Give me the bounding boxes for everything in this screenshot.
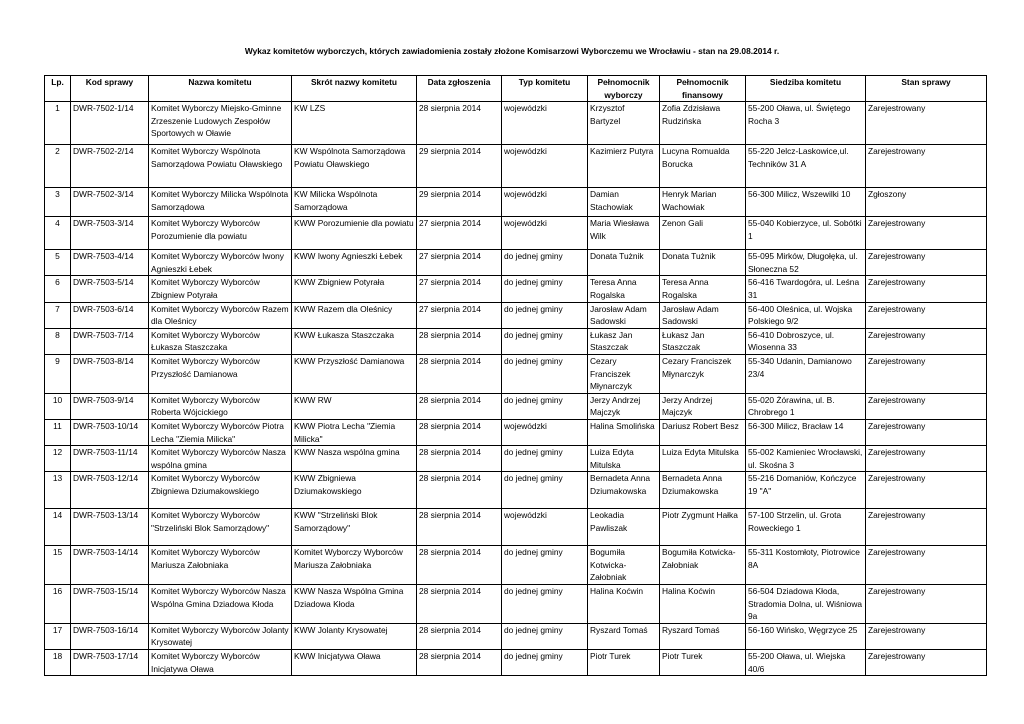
col-header-committee-type: Typ komitetu: [502, 76, 588, 102]
cell-financial-agent: Piotr Zygmunt Hałka: [660, 509, 746, 546]
cell-status: Zarejestrowany: [866, 102, 987, 145]
cell-election-agent: Damian Stachowiak: [588, 188, 660, 217]
cell-election-agent: Halina Koćwin: [588, 585, 660, 624]
cell-election-agent: Donata Tużnik: [588, 250, 660, 276]
cell-lp: 6: [45, 276, 71, 302]
cell-committee-type: do jednej gminy: [502, 354, 588, 393]
cell-seat: 55-216 Domaniów, Kończyce 19 "A": [746, 472, 866, 509]
cell-seat: 56-300 Milicz, Wszewilki 10: [746, 188, 866, 217]
cell-committee-type: do jednej gminy: [502, 585, 588, 624]
cell-committee-name: Komitet Wyborczy Wyborców Nasza Wspólna Gmina Dziadowa Kłoda: [149, 585, 292, 624]
cell-lp: 1: [45, 102, 71, 145]
cell-seat: 55-220 Jelcz-Laskowice,ul. Techników 31 A: [746, 145, 866, 188]
cell-financial-agent: Jerzy Andrzej Majczyk: [660, 393, 746, 419]
cell-case-code: DWR-7503-14/14: [71, 546, 149, 585]
cell-seat: 56-300 Milicz, Bracław 14: [746, 419, 866, 445]
cell-committee-name: Komitet Wyborczy Wyborców Jolanty Krysowatej: [149, 623, 292, 649]
cell-case-code: DWR-7503-7/14: [71, 328, 149, 354]
cell-seat: 55-200 Oława, ul. Świętego Rocha 3: [746, 102, 866, 145]
cell-seat: 55-002 Kamieniec Wrocławski, ul. Skośna 3: [746, 446, 866, 472]
cell-committee-type: do jednej gminy: [502, 650, 588, 676]
cell-committee-name: Komitet Wyborczy Wyborców Zbigniewa Dziumakowskiego: [149, 472, 292, 509]
cell-submission-date: 29 sierpnia 2014: [417, 145, 502, 188]
cell-committee-type: do jednej gminy: [502, 393, 588, 419]
cell-status: Zarejestrowany: [866, 623, 987, 649]
cell-committee-name: Komitet Wyborczy Miejsko-Gminne Zrzeszenie Ludowych Zespołów Sportowych w Oławie: [149, 102, 292, 145]
cell-financial-agent: Henryk Marian Wachowiak: [660, 188, 746, 217]
cell-election-agent: Jerzy Andrzej Majczyk: [588, 393, 660, 419]
cell-committee-name: Komitet Wyborczy Wyborców Łukasza Staszczaka: [149, 328, 292, 354]
table-row: [45, 302, 987, 328]
cell-case-code: DWR-7503-6/14: [71, 302, 149, 328]
cell-financial-agent: Piotr Turek: [660, 650, 746, 676]
cell-financial-agent: Bogumiła Kotwicka-Załobniak: [660, 546, 746, 585]
cell-case-code: DWR-7502-3/14: [71, 188, 149, 217]
header-row: [45, 76, 987, 102]
cell-committee-type: wojewódzki: [502, 145, 588, 188]
col-header-financial-agent: Pełnomocnik finansowy: [660, 76, 746, 102]
cell-submission-date: 27 sierpnia 2014: [417, 302, 502, 328]
cell-lp: 5: [45, 250, 71, 276]
cell-lp: 12: [45, 446, 71, 472]
cell-seat: 55-040 Kobierzyce, ul. Sobótki 1: [746, 217, 866, 250]
cell-lp: 4: [45, 217, 71, 250]
cell-seat: 55-340 Udanin, Damianowo 23/4: [746, 354, 866, 393]
cell-seat: 56-416 Twardogóra, ul. Leśna 31: [746, 276, 866, 302]
cell-election-agent: Luiza Edyta Mitulska: [588, 446, 660, 472]
cell-status: Zarejestrowany: [866, 145, 987, 188]
cell-submission-date: 28 sierpnia 2014: [417, 446, 502, 472]
cell-committee-type: do jednej gminy: [502, 302, 588, 328]
table-row: [45, 393, 987, 419]
cell-committee-name: Komitet Wyborczy Wspólnota Samorządowa Powiatu Oławskiego: [149, 145, 292, 188]
table-row: [45, 546, 987, 585]
cell-short-name: KW LZS: [292, 102, 417, 145]
cell-status: Zarejestrowany: [866, 419, 987, 445]
cell-lp: 17: [45, 623, 71, 649]
cell-committee-type: wojewódzki: [502, 217, 588, 250]
cell-lp: 14: [45, 509, 71, 546]
cell-financial-agent: Ryszard Tomaś: [660, 623, 746, 649]
cell-case-code: DWR-7503-11/14: [71, 446, 149, 472]
cell-election-agent: Piotr Turek: [588, 650, 660, 676]
cell-election-agent: Bogumiła Kotwicka-Załobniak: [588, 546, 660, 585]
cell-submission-date: 28 sierpnia 2014: [417, 585, 502, 624]
cell-seat: 55-200 Oława, ul. Wiejska 40/6: [746, 650, 866, 676]
cell-committee-type: wojewódzki: [502, 188, 588, 217]
cell-committee-name: Komitet Wyborczy Wyborców Roberta Wójcickiego: [149, 393, 292, 419]
cell-short-name: KWW Nasza Wspólna Gmina Dziadowa Kłoda: [292, 585, 417, 624]
cell-short-name: KW Wspólnota Samorządowa Powiatu Oławskiego: [292, 145, 417, 188]
cell-seat: 55-095 Mirków, Długołęka, ul. Słoneczna 52: [746, 250, 866, 276]
cell-short-name: KWW Inicjatywa Oława: [292, 650, 417, 676]
page-title: Wykaz komitetów wyborczych, których zawiadomienia zostały złożone Komisarzowi Wyborczemu we Wrocławiu - stan na 29.08.2014 r.: [244, 46, 780, 56]
table-row: [45, 102, 987, 145]
cell-financial-agent: Dariusz Robert Besz: [660, 419, 746, 445]
cell-status: Zgłoszony: [866, 188, 987, 217]
table-row: [45, 354, 987, 393]
cell-financial-agent: Cezary Franciszek Młynarczyk: [660, 354, 746, 393]
cell-lp: 7: [45, 302, 71, 328]
table-row: [45, 650, 987, 676]
table-row: [45, 250, 987, 276]
cell-seat: 56-504 Dziadowa Kłoda, Stradomia Dolna, ul. Wiśniowa 9a: [746, 585, 866, 624]
col-header-short-name: Skrót nazwy komitetu: [292, 76, 417, 102]
cell-election-agent: Cezary Franciszek Młynarczyk: [588, 354, 660, 393]
table-row: [45, 188, 987, 217]
cell-committee-name: Komitet Wyborczy Milicka Wspólnota Samorządowa: [149, 188, 292, 217]
cell-short-name: KWW Zbigniewa Dziumakowskiego: [292, 472, 417, 509]
cell-submission-date: 28 sierpnia 2014: [417, 419, 502, 445]
cell-election-agent: Ryszard Tomaś: [588, 623, 660, 649]
cell-committee-type: wojewódzki: [502, 419, 588, 445]
cell-seat: 56-400 Oleśnica, ul. Wojska Polskiego 9/2: [746, 302, 866, 328]
cell-status: Zarejestrowany: [866, 250, 987, 276]
cell-election-agent: Bernadeta Anna Dziumakowska: [588, 472, 660, 509]
cell-election-agent: Kazimierz Putyra: [588, 145, 660, 188]
cell-lp: 15: [45, 546, 71, 585]
col-header-election-agent: Pełnomocnik wyborczy: [588, 76, 660, 102]
table-row: [45, 623, 987, 649]
cell-submission-date: 28 sierpnia 2014: [417, 472, 502, 509]
col-header-seat: Siedziba komitetu: [746, 76, 866, 102]
cell-lp: 9: [45, 354, 71, 393]
cell-committee-name: Komitet Wyborczy Wyborców Iwony Agnieszki Łebek: [149, 250, 292, 276]
cell-submission-date: 28 sierpnia 2014: [417, 354, 502, 393]
table-row: [45, 585, 987, 624]
cell-lp: 18: [45, 650, 71, 676]
cell-election-agent: Teresa Anna Rogalska: [588, 276, 660, 302]
cell-submission-date: 27 sierpnia 2014: [417, 250, 502, 276]
cell-case-code: DWR-7503-3/14: [71, 217, 149, 250]
cell-submission-date: 28 sierpnia 2014: [417, 623, 502, 649]
cell-lp: 8: [45, 328, 71, 354]
cell-committee-name: Komitet Wyborczy Wyborców Porozumienie dla powiatu: [149, 217, 292, 250]
cell-status: Zarejestrowany: [866, 393, 987, 419]
cell-committee-name: Komitet Wyborczy Wyborców Piotra Lecha "Ziemia Milicka": [149, 419, 292, 445]
cell-status: Zarejestrowany: [866, 509, 987, 546]
cell-submission-date: 28 sierpnia 2014: [417, 102, 502, 145]
cell-financial-agent: Donata Tużnik: [660, 250, 746, 276]
cell-case-code: DWR-7503-8/14: [71, 354, 149, 393]
cell-status: Zarejestrowany: [866, 585, 987, 624]
table-row: [45, 328, 987, 354]
table-row: [45, 446, 987, 472]
cell-committee-type: do jednej gminy: [502, 446, 588, 472]
col-header-case-code: Kod sprawy: [71, 76, 149, 102]
cell-short-name: KWW Przyszłość Damianowa: [292, 354, 417, 393]
cell-committee-type: do jednej gminy: [502, 328, 588, 354]
cell-short-name: KW Milicka Wspólnota Samorządowa: [292, 188, 417, 217]
cell-committee-name: Komitet Wyborczy Wyborców Zbigniew Potyrała: [149, 276, 292, 302]
table-row: [45, 145, 987, 188]
cell-financial-agent: Zenon Gali: [660, 217, 746, 250]
cell-seat: 57-100 Strzelin, ul. Grota Roweckiego 1: [746, 509, 866, 546]
cell-short-name: KWW Jolanty Krysowatej: [292, 623, 417, 649]
cell-committee-type: do jednej gminy: [502, 276, 588, 302]
cell-financial-agent: Łukasz Jan Staszczak: [660, 328, 746, 354]
cell-submission-date: 27 sierpnia 2014: [417, 276, 502, 302]
cell-seat: 55-311 Kostomłoty, Piotrowice 8A: [746, 546, 866, 585]
cell-status: Zarejestrowany: [866, 446, 987, 472]
cell-status: Zarejestrowany: [866, 302, 987, 328]
table-row: [45, 419, 987, 445]
cell-short-name: KWW Łukasza Staszczaka: [292, 328, 417, 354]
committees-table: [44, 75, 987, 676]
cell-case-code: DWR-7502-2/14: [71, 145, 149, 188]
cell-financial-agent: Zofia Zdzisława Rudzińska: [660, 102, 746, 145]
cell-committee-type: do jednej gminy: [502, 250, 588, 276]
cell-submission-date: 28 sierpnia 2014: [417, 509, 502, 546]
col-header-committee-name: Nazwa komitetu: [149, 76, 292, 102]
cell-short-name: KWW Porozumienie dla powiatu: [292, 217, 417, 250]
cell-financial-agent: Jarosław Adam Sadowski: [660, 302, 746, 328]
cell-financial-agent: Halina Koćwin: [660, 585, 746, 624]
cell-election-agent: Łukasz Jan Staszczak: [588, 328, 660, 354]
cell-lp: 10: [45, 393, 71, 419]
cell-case-code: DWR-7503-13/14: [71, 509, 149, 546]
cell-status: Zarejestrowany: [866, 354, 987, 393]
cell-election-agent: Halina Smolińska: [588, 419, 660, 445]
cell-committee-name: Komitet Wyborczy Wyborców Razem dla Oleśnicy: [149, 302, 292, 328]
cell-committee-name: Komitet Wyborczy Wyborców Nasza wspólna gmina: [149, 446, 292, 472]
table-row: [45, 509, 987, 546]
cell-financial-agent: Luiza Edyta Mitulska: [660, 446, 746, 472]
cell-short-name: KWW "Strzeliński Blok Samorządowy": [292, 509, 417, 546]
cell-case-code: DWR-7503-12/14: [71, 472, 149, 509]
cell-submission-date: 28 sierpnia 2014: [417, 328, 502, 354]
cell-status: Zarejestrowany: [866, 217, 987, 250]
cell-election-agent: Maria Wiesława Wilk: [588, 217, 660, 250]
cell-election-agent: Krzysztof Bartyzel: [588, 102, 660, 145]
cell-election-agent: Leokadia Pawliszak: [588, 509, 660, 546]
cell-committee-name: Komitet Wyborczy Wyborców Przyszłość Damianowa: [149, 354, 292, 393]
cell-financial-agent: Teresa Anna Rogalska: [660, 276, 746, 302]
cell-seat: 56-160 Wińsko, Węgrzyce 25: [746, 623, 866, 649]
cell-case-code: DWR-7503-5/14: [71, 276, 149, 302]
cell-short-name: Komitet Wyborczy Wyborców Mariusza Załobniaka: [292, 546, 417, 585]
cell-case-code: DWR-7503-16/14: [71, 623, 149, 649]
cell-short-name: KWW Razem dla Oleśnicy: [292, 302, 417, 328]
cell-committee-type: wojewódzki: [502, 102, 588, 145]
cell-committee-type: do jednej gminy: [502, 546, 588, 585]
cell-committee-type: do jednej gminy: [502, 623, 588, 649]
col-header-lp: Lp.: [45, 76, 71, 102]
cell-lp: 13: [45, 472, 71, 509]
col-header-status: Stan sprawy: [866, 76, 987, 102]
table-row: [45, 276, 987, 302]
cell-case-code: DWR-7503-17/14: [71, 650, 149, 676]
cell-submission-date: 28 sierpnia 2014: [417, 650, 502, 676]
col-header-submission-date: Data zgłoszenia: [417, 76, 502, 102]
cell-lp: 3: [45, 188, 71, 217]
cell-submission-date: 29 sierpnia 2014: [417, 188, 502, 217]
cell-case-code: DWR-7503-4/14: [71, 250, 149, 276]
cell-lp: 16: [45, 585, 71, 624]
cell-committee-name: Komitet Wyborczy Wyborców Inicjatywa Oława: [149, 650, 292, 676]
cell-status: Zarejestrowany: [866, 328, 987, 354]
cell-lp: 11: [45, 419, 71, 445]
cell-committee-name: Komitet Wyborczy Wyborców "Strzeliński Blok Samorządowy": [149, 509, 292, 546]
cell-case-code: DWR-7503-10/14: [71, 419, 149, 445]
cell-case-code: DWR-7503-9/14: [71, 393, 149, 419]
cell-committee-type: wojewódzki: [502, 509, 588, 546]
cell-financial-agent: Bernadeta Anna Dziumakowska: [660, 472, 746, 509]
cell-submission-date: 27 sierpnia 2014: [417, 217, 502, 250]
cell-seat: 56-410 Dobroszyce, ul. Wiosenna 33: [746, 328, 866, 354]
cell-submission-date: 28 sierpnia 2014: [417, 393, 502, 419]
cell-case-code: DWR-7502-1/14: [71, 102, 149, 145]
cell-short-name: KWW Zbigniew Potyrała: [292, 276, 417, 302]
cell-status: Zarejestrowany: [866, 276, 987, 302]
cell-status: Zarejestrowany: [866, 546, 987, 585]
cell-status: Zarejestrowany: [866, 650, 987, 676]
cell-lp: 2: [45, 145, 71, 188]
cell-short-name: KWW RW: [292, 393, 417, 419]
cell-committee-type: do jednej gminy: [502, 472, 588, 509]
cell-case-code: DWR-7503-15/14: [71, 585, 149, 624]
cell-financial-agent: Lucyna Romualda Borucka: [660, 145, 746, 188]
cell-committee-name: Komitet Wyborczy Wyborców Mariusza Załobniaka: [149, 546, 292, 585]
cell-short-name: KWW Piotra Lecha "Ziemia Milicka": [292, 419, 417, 445]
cell-seat: 55-020 Żórawina, ul. B. Chrobrego 1: [746, 393, 866, 419]
table-row: [45, 217, 987, 250]
cell-status: Zarejestrowany: [866, 472, 987, 509]
cell-election-agent: Jarosław Adam Sadowski: [588, 302, 660, 328]
cell-short-name: KWW Iwony Agnieszki Łebek: [292, 250, 417, 276]
cell-short-name: KWW Nasza wspólna gmina: [292, 446, 417, 472]
table-row: [45, 472, 987, 509]
cell-submission-date: 28 sierpnia 2014: [417, 546, 502, 585]
